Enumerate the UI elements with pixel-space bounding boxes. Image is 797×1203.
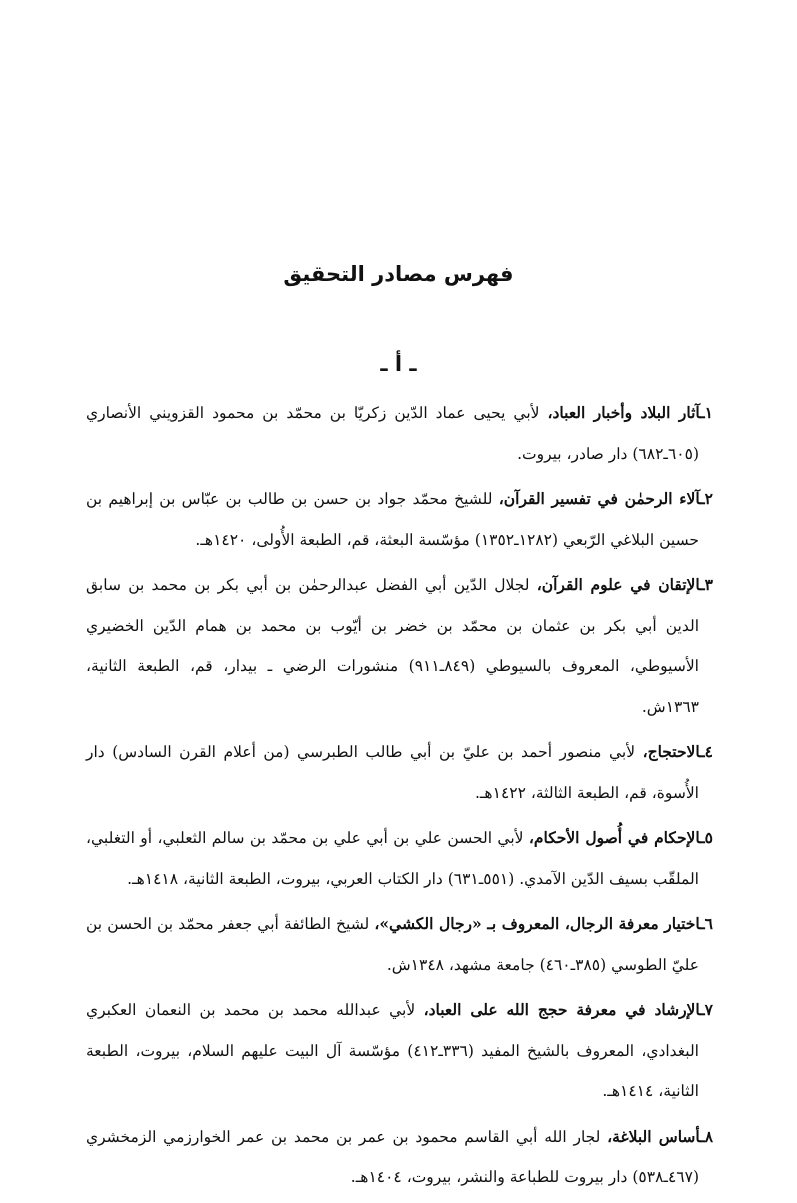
entry-details: لشيخ الطائفة أبي جعفر محمّد بن الحسن بن عليّ الطوسي (٣٨٥ـ٤٦٠) جامعة مشهد، ١٣٤٨ش. (86, 915, 699, 974)
entry-title: اختيار معرفة الرجال، المعروف بـ «رجال الكشي»، (374, 914, 701, 933)
bibliography-entry (86, 565, 713, 727)
entry-details: لأبي يحيى عماد الدّين زكريّا بن محمّد بن محمود القزويني الأنصاري (٦٠٥ـ٦٨٢) دار صادر، بيروت. (86, 404, 699, 463)
entry-title: أساس البلاغة، (607, 1126, 701, 1146)
entry-number: ٢ـ (700, 489, 713, 508)
page-title: فهرس مصادر التحقيق (283, 262, 514, 286)
entry-title: الإرشاد في معرفة حجج الله على العباد، (423, 1000, 701, 1019)
bibliography-list (86, 393, 713, 1203)
entry-number: ٧ـ (700, 1000, 713, 1019)
entry-title: الإحكام في أُصول الأحكام، (528, 828, 701, 847)
entry-details: لجار الله أبي القاسم محمود بن عمر بن محمد بن عمر الخوارزمي الزمخشري (٤٦٧ـ٥٣٨) دار بيروت للطباعة والنشر، بيروت، ١٤٠٤هـ. (86, 1127, 699, 1186)
bibliography-entry (86, 818, 713, 899)
entry-title: الإتقان في علوم القرآن، (536, 575, 701, 594)
bibliography-entry (86, 1117, 713, 1198)
entry-title: آلاء الرحمٰن في تفسير القرآن، (498, 489, 701, 508)
entry-details: لأبي عبدالله محمد بن محمد بن النعمان العكبري البغدادي، المعروف بالشيخ المفيد (٣٣٦ـ٤١٢) مؤسّسة آل البيت عليهم السلام، بيروت، الطبعة الثانية، ١٤١٤هـ. (86, 1001, 699, 1100)
bibliography-entry (86, 904, 713, 985)
entry-number: ٦ـ (700, 914, 713, 933)
entry-details: للشيخ محمّد جواد بن حسن بن طالب بن عبّاس بن إبراهيم بن حسين البلاغي الرّبعي (١٢٨٢ـ١٣٥٢) مؤسّسة البعثة، قم، الطبعة الأُولى، ١٤٢٠هـ. (86, 490, 699, 549)
entry-number: ٤ـ (700, 742, 713, 761)
entry-number: ٨ـ (700, 1126, 714, 1146)
entry-details: لأبي منصور أحمد بن عليّ بن أبي طالب الطبرسي (من أعلام القرن السادس) دار الأُسوة، قم، الطبعة الثالثة، ١٤٢٢هـ. (86, 743, 699, 802)
entry-details: لأبي الحسن علي بن أبي علي بن محمّد بن سالم الثعلبي، أو التغلبي، الملقّب بسيف الدّين الآمدي. (٥٥١ـ٦٣١) دار الكتاب العربي، بيروت، الطبعة الثانية، ١٤١٨هـ. (86, 829, 699, 888)
entry-number: ٥ـ (700, 828, 713, 847)
bibliography-entry (86, 732, 713, 813)
bibliography-entry (86, 990, 713, 1112)
entry-title: الاحتجاج، (642, 742, 701, 761)
bibliography-entry (86, 393, 713, 474)
entry-details: لجلال الدّين أبي الفضل عبدالرحمٰن بن أبي بكر بن محمد بن سابق الدين أبي بكر بن عثمان بن محمّد بن خضر بن أيّوب بن محمد بن همام الدّين الخضيري الأسيوطي، المعروف بالسيوطي (٨٤٩ـ٩١١) منشورات الرضي ـ بيدار، قم، الطبعة الثانية، ١٣٦٣ش. (86, 576, 699, 716)
bibliography-entry (86, 479, 713, 560)
entry-number: ٣ـ (700, 575, 713, 594)
section-heading: ـ أ ـ (380, 352, 417, 376)
entry-title: آثار البلاد وأخبار العباد، (547, 403, 701, 422)
entry-number: ١ـ (700, 403, 713, 422)
